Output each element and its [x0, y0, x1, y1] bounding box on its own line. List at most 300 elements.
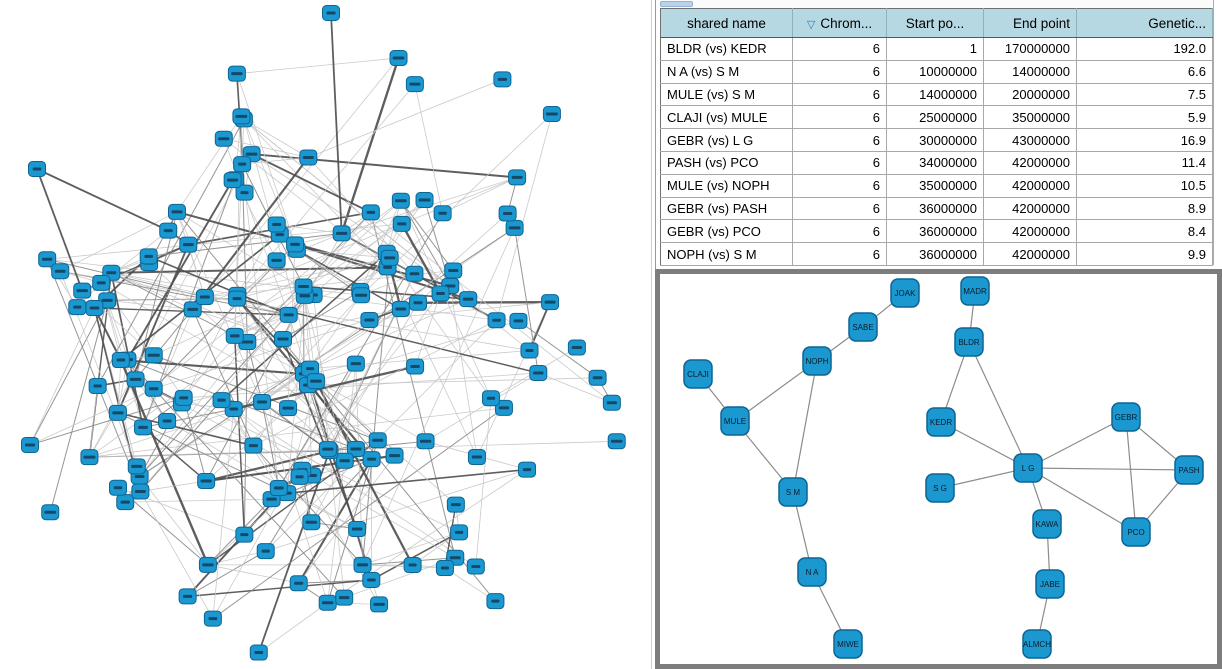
cell-chromosome[interactable]: 6	[793, 60, 887, 83]
node-label-smudge	[372, 439, 383, 442]
dense-network-node[interactable]	[303, 515, 320, 530]
cell-chromosome[interactable]: 6	[793, 83, 887, 106]
dense-network-edge[interactable]	[98, 119, 244, 386]
dense-network-node[interactable]	[393, 216, 410, 231]
cell-chromosome[interactable]: 6	[793, 220, 887, 243]
node-label-smudge	[450, 556, 461, 559]
dense-network-node[interactable]	[354, 557, 371, 572]
network-node-noph[interactable]	[803, 347, 831, 375]
node-label-smudge	[231, 72, 242, 75]
cell-shared_name[interactable]: GEBR (vs) PCO	[661, 220, 793, 243]
node-label-smudge	[611, 440, 623, 443]
dense-network-node[interactable]	[506, 220, 523, 235]
dense-network-node[interactable]	[270, 481, 287, 496]
dense-network-node[interactable]	[81, 450, 98, 465]
node-label-smudge	[238, 163, 246, 166]
dense-network-node[interactable]	[229, 291, 246, 306]
dense-network-node[interactable]	[236, 527, 253, 542]
dense-network-node[interactable]	[159, 414, 176, 429]
node-label-smudge	[409, 564, 417, 567]
dense-network-node[interactable]	[482, 391, 499, 406]
cell-shared_name[interactable]: BLDR (vs) KEDR	[661, 38, 793, 61]
cell-genetic[interactable]: 8.4	[1077, 220, 1213, 243]
dense-network-node[interactable]	[145, 381, 162, 396]
dense-network-node[interactable]	[93, 275, 110, 290]
dense-network-node[interactable]	[521, 343, 538, 358]
cell-genetic[interactable]: 10.5	[1077, 174, 1213, 197]
dense-network-node[interactable]	[530, 365, 547, 380]
network-node-pco[interactable]	[1122, 518, 1150, 546]
cell-start_point[interactable]: 36000000	[887, 243, 984, 266]
node-label-smudge	[397, 222, 406, 225]
cell-genetic[interactable]: 16.9	[1077, 129, 1213, 152]
node-label-smudge	[395, 199, 407, 202]
dense-network-node[interactable]	[468, 450, 485, 465]
network-node-n-a[interactable]	[798, 558, 826, 586]
cell-shared_name[interactable]: GEBR (vs) PASH	[661, 197, 793, 220]
dense-network-edge[interactable]	[476, 398, 491, 566]
cell-end_point[interactable]: 42000000	[984, 197, 1077, 220]
network-node-s-g[interactable]	[926, 474, 954, 502]
node-label-smudge	[117, 359, 126, 362]
horizontal-scrollbar-track[interactable]	[657, 0, 1213, 8]
dense-network-node[interactable]	[499, 206, 516, 221]
dense-network-node[interactable]	[140, 249, 157, 264]
node-label-smudge	[131, 465, 142, 468]
node-label: MIWE	[837, 640, 859, 649]
node-label-smudge	[572, 346, 583, 349]
node-label-smudge	[33, 168, 41, 171]
network-node-l-g[interactable]	[1014, 454, 1042, 482]
dense-network-node[interactable]	[86, 301, 103, 316]
node-label-smudge	[471, 565, 480, 568]
filtered-network-view[interactable]	[660, 274, 1217, 664]
cell-shared_name[interactable]: MULE (vs) NOPH	[661, 174, 793, 197]
column-header-end_point[interactable]	[984, 9, 1077, 38]
dense-network-node[interactable]	[127, 372, 144, 387]
node-label-smudge	[310, 380, 322, 383]
cell-end_point[interactable]: 42000000	[984, 174, 1077, 197]
node-label-smudge	[274, 487, 284, 490]
dense-network-node[interactable]	[436, 561, 453, 576]
node-label-smudge	[179, 396, 188, 399]
network-node-jabe[interactable]	[1036, 570, 1064, 598]
dense-network-edge[interactable]	[331, 13, 342, 233]
node-label-smudge	[240, 533, 248, 536]
cell-end_point[interactable]: 43000000	[984, 129, 1077, 152]
cell-end_point[interactable]: 42000000	[984, 151, 1077, 174]
dense-network-edge[interactable]	[208, 565, 299, 583]
dense-network-node[interactable]	[406, 266, 423, 281]
dense-network-node[interactable]	[110, 480, 127, 495]
dense-network-edge[interactable]	[30, 308, 94, 445]
dense-network-node[interactable]	[319, 442, 336, 457]
cell-chromosome[interactable]: 6	[793, 38, 887, 61]
table-row[interactable]	[661, 197, 1213, 220]
dense-network-node[interactable]	[445, 263, 462, 278]
node-label-smudge	[272, 223, 281, 226]
dense-network-node[interactable]	[132, 484, 149, 499]
cell-genetic[interactable]: 11.4	[1077, 151, 1213, 174]
column-header-label: End point	[1012, 15, 1070, 31]
dense-network-node[interactable]	[89, 378, 106, 393]
node-label-smudge	[409, 83, 420, 86]
dense-network-node[interactable]	[42, 505, 59, 520]
network-node-claji[interactable]	[684, 360, 712, 388]
cell-chromosome[interactable]: 6	[793, 151, 887, 174]
cell-start_point[interactable]: 36000000	[887, 197, 984, 220]
dense-network-node[interactable]	[434, 206, 451, 221]
horizontal-scrollbar-thumb[interactable]	[660, 1, 693, 7]
dense-network-node[interactable]	[369, 433, 386, 448]
dense-network-node[interactable]	[175, 390, 192, 405]
dense-network-node[interactable]	[406, 77, 423, 92]
network-edge[interactable]	[793, 361, 817, 492]
cell-shared_name[interactable]: N A (vs) S M	[661, 60, 793, 83]
dense-network-node[interactable]	[362, 205, 379, 220]
node-label-smudge	[73, 306, 81, 309]
dense-network-node[interactable]	[568, 340, 585, 355]
node-label-smudge	[164, 229, 173, 232]
node-label-smudge	[163, 420, 172, 423]
cell-start_point[interactable]: 1	[887, 38, 984, 61]
dense-network-node[interactable]	[543, 107, 560, 122]
node-label-smudge	[306, 367, 314, 370]
dense-network-node[interactable]	[487, 594, 504, 609]
dense-network-node[interactable]	[392, 193, 409, 208]
table-row[interactable]	[661, 174, 1213, 197]
filter-funnel-icon[interactable]: ▽	[806, 18, 816, 31]
dense-network-node[interactable]	[404, 558, 421, 573]
cell-end_point[interactable]: 42000000	[984, 220, 1077, 243]
dense-network-node[interactable]	[228, 66, 245, 81]
node-label-smudge	[525, 349, 533, 352]
column-header-label: shared name	[687, 15, 766, 31]
dense-network-edge[interactable]	[143, 409, 234, 427]
dense-network-edge[interactable]	[50, 300, 107, 512]
network-node-pash[interactable]	[1175, 456, 1203, 484]
dense-network-node[interactable]	[363, 572, 380, 587]
node-label-smudge	[276, 233, 284, 236]
node-label-smudge	[352, 527, 363, 530]
node-label-smudge	[492, 319, 501, 322]
cell-end_point[interactable]: 42000000	[984, 243, 1077, 266]
network-node-kawa[interactable]	[1033, 510, 1061, 538]
table-row[interactable]	[661, 243, 1213, 266]
node-label-smudge	[249, 444, 258, 447]
cell-start_point[interactable]: 34000000	[887, 151, 984, 174]
network-node-miwe[interactable]	[834, 630, 862, 658]
network-node-bldr[interactable]	[955, 328, 983, 356]
dense-network-node[interactable]	[234, 157, 251, 172]
dense-network-node[interactable]	[69, 300, 86, 315]
dense-network-edge[interactable]	[30, 300, 107, 445]
cell-chromosome[interactable]: 6	[793, 243, 887, 266]
node-label: PASH	[1178, 466, 1200, 475]
dense-network-node[interactable]	[287, 237, 304, 252]
dense-network-edge[interactable]	[89, 386, 97, 457]
dense-network-node[interactable]	[52, 264, 69, 279]
dense-network-node[interactable]	[307, 374, 324, 389]
dense-network-node[interactable]	[336, 590, 353, 605]
network-node-s-m[interactable]	[779, 478, 807, 506]
dense-network-node[interactable]	[291, 469, 308, 484]
node-label-smudge	[326, 12, 335, 15]
dense-network-node[interactable]	[254, 394, 271, 409]
node-label-smudge	[306, 521, 317, 524]
node-label-smudge	[607, 401, 617, 404]
dense-network-node[interactable]	[160, 223, 177, 238]
dense-network-node[interactable]	[353, 288, 370, 303]
node-label-smudge	[217, 399, 225, 402]
node-label-smudge	[350, 448, 361, 451]
dense-network-node[interactable]	[349, 521, 366, 536]
cell-shared_name[interactable]: NOPH (vs) S M	[661, 243, 793, 266]
node-label-smudge	[144, 255, 153, 258]
node-label: L G	[1021, 464, 1035, 473]
dense-network-node[interactable]	[250, 645, 267, 660]
dense-network-edge[interactable]	[177, 212, 205, 297]
node-label: MULE	[723, 417, 747, 426]
node-label-smudge	[202, 563, 213, 566]
cell-end_point[interactable]: 14000000	[984, 60, 1077, 83]
table-row[interactable]	[661, 151, 1213, 174]
dense-network-node[interactable]	[347, 356, 364, 371]
dense-network-node[interactable]	[361, 312, 378, 327]
dense-network-edge[interactable]	[237, 58, 399, 74]
dense-network-node[interactable]	[608, 434, 625, 449]
cell-chromosome[interactable]: 6	[793, 174, 887, 197]
cell-start_point[interactable]: 30000000	[887, 129, 984, 152]
column-header-genetic[interactable]	[1077, 9, 1213, 38]
node-label-smudge	[303, 156, 314, 159]
dense-network-node[interactable]	[198, 474, 215, 489]
dense-network-node[interactable]	[145, 348, 162, 363]
node-label-smudge	[271, 259, 281, 262]
node-label-smudge	[246, 153, 258, 156]
dense-network-node[interactable]	[199, 557, 216, 572]
dense-network-node[interactable]	[460, 292, 477, 307]
network-node-mule[interactable]	[721, 407, 749, 435]
node-label-smudge	[503, 212, 512, 215]
cell-end_point[interactable]: 35000000	[984, 106, 1077, 129]
column-header-shared_name[interactable]	[661, 9, 793, 38]
network-edge[interactable]	[969, 342, 1028, 468]
node-label: CLAJI	[687, 370, 709, 379]
node-label-smudge	[187, 308, 198, 311]
node-label: NOPH	[805, 357, 829, 366]
node-label-smudge	[135, 490, 146, 493]
dense-network-node[interactable]	[290, 576, 307, 591]
cell-shared_name[interactable]: PASH (vs) PCO	[661, 151, 793, 174]
cell-end_point[interactable]: 170000000	[984, 38, 1077, 61]
dense-network-node[interactable]	[333, 226, 350, 241]
dense-network-node[interactable]	[109, 405, 126, 420]
dense-network-node[interactable]	[128, 459, 145, 474]
dense-network-node[interactable]	[509, 170, 526, 185]
left-outlier-node[interactable]	[29, 162, 46, 177]
cell-chromosome[interactable]: 6	[793, 106, 887, 129]
cell-genetic[interactable]: 8.9	[1077, 197, 1213, 220]
table-row[interactable]	[661, 220, 1213, 243]
dense-network-edge[interactable]	[140, 491, 212, 618]
dense-network-node[interactable]	[371, 597, 388, 612]
dense-network-node[interactable]	[268, 217, 285, 232]
dense-network-node[interactable]	[589, 370, 606, 385]
node-label-smudge	[93, 384, 101, 387]
dense-network-node[interactable]	[168, 204, 185, 219]
dense-network-node[interactable]	[196, 290, 213, 305]
node-label: JOAK	[894, 289, 916, 298]
node-label-smudge	[351, 362, 361, 365]
dense-network-node[interactable]	[233, 109, 250, 124]
dense-network-node[interactable]	[300, 150, 317, 165]
dense-network-node[interactable]	[381, 250, 398, 265]
cell-chromosome[interactable]: 6	[793, 129, 887, 152]
cell-genetic[interactable]: 9.9	[1077, 243, 1213, 266]
dense-network-node[interactable]	[417, 434, 434, 449]
dense-network-edge[interactable]	[60, 212, 177, 271]
node-label-smudge	[491, 600, 499, 603]
cell-shared_name[interactable]: CLAJI (vs) MULE	[661, 106, 793, 129]
dense-network-node[interactable]	[510, 313, 527, 328]
dense-network-node[interactable]	[295, 279, 312, 294]
node-label-smudge	[42, 258, 52, 261]
network-node-sabe[interactable]	[849, 313, 877, 341]
dense-network-node[interactable]	[603, 395, 620, 410]
cell-start_point[interactable]: 14000000	[887, 83, 984, 106]
node-label-smudge	[419, 199, 431, 202]
dense-network-node[interactable]	[467, 559, 484, 574]
node-label-smudge	[183, 595, 192, 598]
table-row[interactable]	[661, 83, 1213, 106]
dense-network-node[interactable]	[224, 173, 241, 188]
node-label-smudge	[410, 365, 419, 368]
dense-network-node[interactable]	[336, 453, 353, 468]
dense-network-edge[interactable]	[302, 470, 455, 558]
cell-shared_name[interactable]: GEBR (vs) L G	[661, 129, 793, 152]
dense-network-node[interactable]	[407, 359, 424, 374]
network-edge[interactable]	[1028, 468, 1189, 470]
dense-network-edge[interactable]	[259, 603, 328, 653]
dense-network-node[interactable]	[542, 295, 559, 310]
node-label-smudge	[383, 266, 392, 269]
node-label-smudge	[295, 475, 303, 478]
dense-network-node[interactable]	[180, 237, 197, 252]
node-label-smudge	[83, 456, 95, 459]
cell-genetic[interactable]: 192.0	[1077, 38, 1213, 61]
node-label-smudge	[183, 243, 194, 246]
network-node-gebr[interactable]	[1112, 403, 1140, 431]
table-row[interactable]	[661, 60, 1213, 83]
dense-network-node[interactable]	[416, 193, 433, 208]
cell-start_point[interactable]: 10000000	[887, 60, 984, 83]
node-label-smudge	[322, 601, 333, 604]
dense-network-node[interactable]	[363, 452, 380, 467]
node-label-smudge	[236, 115, 248, 118]
vertical-scrollbar-gutter[interactable]	[1213, 0, 1222, 265]
dense-network-node[interactable]	[274, 332, 291, 347]
dense-network-node[interactable]	[519, 462, 536, 477]
cell-start_point[interactable]: 25000000	[887, 106, 984, 129]
network-edge[interactable]	[1126, 417, 1136, 532]
attribute-table-panel	[655, 0, 1222, 269]
dense-network-node[interactable]	[432, 286, 449, 301]
dense-network-node[interactable]	[135, 420, 152, 435]
dense-network-node[interactable]	[451, 525, 468, 540]
cell-start_point[interactable]: 35000000	[887, 174, 984, 197]
cell-genetic[interactable]: 7.5	[1077, 83, 1213, 106]
network-node-madr[interactable]	[961, 277, 989, 305]
node-label-smudge	[149, 387, 158, 390]
dense-network-node[interactable]	[447, 497, 464, 512]
network-node-joak[interactable]	[891, 279, 919, 307]
dense-network-node[interactable]	[494, 72, 511, 87]
dense-network-node[interactable]	[215, 131, 232, 146]
dense-network-node[interactable]	[280, 401, 297, 416]
node-label-smudge	[97, 281, 106, 284]
dense-network-node[interactable]	[257, 544, 274, 559]
dense-network-node[interactable]	[112, 353, 129, 368]
node-label-smudge	[148, 354, 160, 357]
dense-network-node[interactable]	[204, 611, 221, 626]
dense-network-edge[interactable]	[262, 309, 401, 402]
dense-network-node[interactable]	[268, 253, 285, 268]
node-label: KAWA	[1035, 520, 1059, 529]
dense-network-node[interactable]	[226, 328, 243, 343]
dense-network-node[interactable]	[245, 438, 262, 453]
node-label-smudge	[355, 294, 367, 297]
cell-start_point[interactable]: 36000000	[887, 220, 984, 243]
dense-network-node[interactable]	[410, 295, 427, 310]
column-header-start_point[interactable]	[887, 9, 984, 38]
dense-network-node[interactable]	[390, 51, 407, 66]
isolated-top-node[interactable]	[323, 6, 340, 21]
table-row[interactable]	[661, 38, 1213, 61]
dense-network-edge[interactable]	[177, 116, 241, 212]
cell-shared_name[interactable]: MULE (vs) S M	[661, 83, 793, 106]
dense-network-node[interactable]	[488, 313, 505, 328]
table-row[interactable]	[661, 129, 1213, 152]
dense-network-node[interactable]	[392, 302, 409, 317]
dense-network-node[interactable]	[386, 448, 403, 463]
node-label-smudge	[546, 113, 558, 116]
dense-network-node[interactable]	[213, 393, 230, 408]
dense-network-node[interactable]	[280, 307, 297, 322]
dense-network-node[interactable]	[179, 589, 196, 604]
table-row[interactable]	[661, 106, 1213, 129]
dense-network-edge[interactable]	[235, 336, 245, 535]
node-label-smudge	[322, 448, 333, 451]
dense-network-node[interactable]	[74, 283, 91, 298]
column-header-chromosome[interactable]	[793, 9, 887, 38]
dense-network-node[interactable]	[319, 595, 336, 610]
cell-end_point[interactable]: 20000000	[984, 83, 1077, 106]
network-node-kedr[interactable]	[927, 408, 955, 436]
dense-network-node[interactable]	[22, 437, 39, 452]
network-node-almch[interactable]	[1023, 630, 1051, 658]
cell-chromosome[interactable]: 6	[793, 197, 887, 220]
node-label-smudge	[277, 338, 288, 341]
node-label-smudge	[389, 454, 400, 457]
dense-network-node[interactable]	[117, 495, 134, 510]
cell-genetic[interactable]: 6.6	[1077, 60, 1213, 83]
node-label-smudge	[233, 297, 242, 300]
dense-network-edge[interactable]	[125, 499, 271, 502]
cell-genetic[interactable]: 5.9	[1077, 106, 1213, 129]
dense-network-edge[interactable]	[450, 286, 477, 457]
node-label: KEDR	[929, 418, 953, 427]
